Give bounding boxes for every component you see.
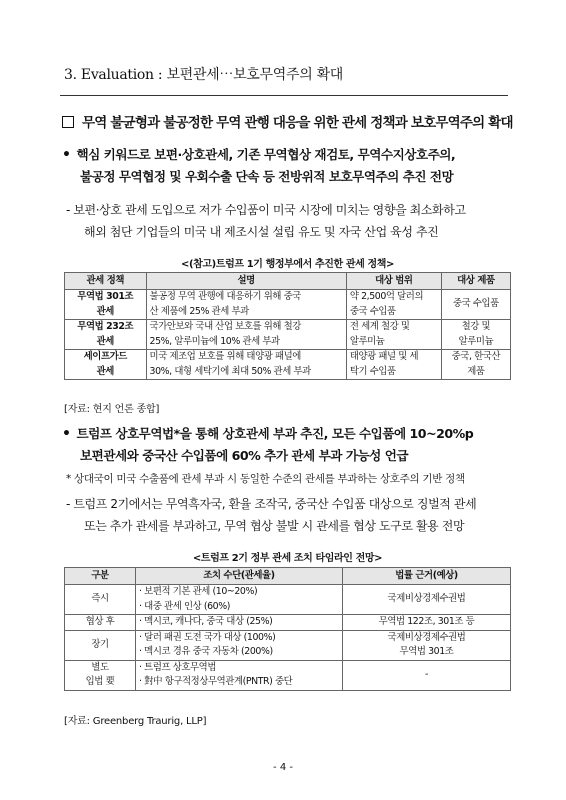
bullet2-line1: 트럼프 상호무역법*을 통해 상호관세 부과 추진, 모든 수입품에 10~20%p bbox=[76, 426, 474, 441]
bullet-point-1 bbox=[62, 144, 455, 188]
bullet1-line2: 불공정 무역협정 및 우회수출 단속 등 전방위적 보호무역주의 추진 전망 bbox=[80, 169, 454, 184]
section-heading bbox=[62, 111, 513, 131]
section-divider bbox=[60, 95, 508, 96]
tariff-timeline-table bbox=[64, 567, 511, 691]
description-cell: 불공정 무역 관행에 대응하기 위해 중국 산 제품에 25% 관세 부과 bbox=[146, 290, 346, 320]
measure-cell: · 멕시코, 캐나다, 중국 대상 (25%) bbox=[136, 615, 343, 631]
sub1-line2: 해외 첨단 기업들의 미국 내 제조시설 설립 유도 및 자국 산업 육성 추진 bbox=[84, 225, 439, 239]
tariff-policy-table bbox=[64, 272, 511, 380]
sub2-line1: - 트럼프 2기에서는 무역흑자국, 환율 조작국, 중국산 수입품 대상으로 징벌적 관세 bbox=[66, 497, 477, 511]
checkbox-square-icon bbox=[62, 116, 74, 128]
bullet-dot-icon: • bbox=[62, 426, 71, 442]
timing-cell: 별도 입법 要 bbox=[65, 660, 136, 690]
measure-cell: · 트럼프 상호무역법 · 對中 항구적정상무역관계(PNTR) 중단 bbox=[136, 660, 343, 690]
table2-source: [자료: Greenberg Traurig, LLP] bbox=[64, 716, 207, 727]
table-row bbox=[65, 630, 511, 660]
table-row bbox=[65, 585, 511, 615]
table1-caption: <(참고)트럼프 1기 행정부에서 추진한 관세 정책> bbox=[181, 259, 394, 270]
description-cell: 미국 제조업 보호를 위해 태양광 패널에 30%, 대형 세탁기에 최대 50% 관세 부과 bbox=[146, 350, 346, 380]
table-header: 구분 bbox=[65, 568, 136, 585]
scope-cell: 태양광 패널 및 세 탁기 수입품 bbox=[346, 350, 441, 380]
sub2-line2: 또는 추가 관세를 부과하고, 무역 협상 불발 시 관세를 협상 도구로 활용 전망 bbox=[84, 519, 465, 533]
policy-cell: 무역법 232조 관세 bbox=[65, 320, 147, 350]
legal-basis-cell: - bbox=[343, 660, 511, 690]
table-row bbox=[65, 350, 511, 380]
description-cell: 국가안보와 국내 산업 보호를 위해 철강 25%, 알루미늄에 10% 관세 부과 bbox=[146, 320, 346, 350]
sub1-line1: - 보편·상호 관세 도입으로 저가 수입품이 미국 시장에 미치는 영향을 최소화하고 bbox=[66, 203, 466, 217]
table-header: 법률 근거(예상) bbox=[343, 568, 511, 585]
timing-cell: 협상 후 bbox=[65, 615, 136, 631]
legal-basis-cell: 국제비상경제수권법 무역법 301조 bbox=[343, 630, 511, 660]
table-header: 조치 수단(관세율) bbox=[136, 568, 343, 585]
table-row bbox=[65, 660, 511, 690]
table-header-row bbox=[65, 568, 511, 585]
sub-point-1 bbox=[66, 199, 466, 243]
table2-caption: <트럼프 2기 정부 관세 조치 타임라인 전망> bbox=[192, 553, 383, 564]
table1-source: [자료: 현지 언론 종합] bbox=[64, 404, 160, 415]
legal-basis-cell: 국제비상경제수권법 bbox=[343, 585, 511, 615]
footnote: * 상대국이 미국 수출품에 관세 부과 시 동일한 수준의 관세를 부과하는 상호주의 기반 정책 bbox=[66, 473, 465, 485]
table-header: 대상 제품 bbox=[441, 273, 510, 290]
section-title: 3. Evaluation : 보편관세⋯보호무역주의 확대 bbox=[64, 67, 344, 83]
timing-cell: 장기 bbox=[65, 630, 136, 660]
bullet2-line2: 보편관세와 중국산 수입품에 60% 추가 관세 부과 가능성 언급 bbox=[80, 448, 409, 463]
bullet-point-2 bbox=[62, 423, 473, 467]
timing-cell: 즉시 bbox=[65, 585, 136, 615]
policy-cell: 세이프가드 관세 bbox=[65, 350, 147, 380]
page-number: - 4 - bbox=[273, 762, 293, 773]
policy-cell: 무역법 301조 관세 bbox=[65, 290, 147, 320]
table-row bbox=[65, 615, 511, 631]
bullet-dot-icon: • bbox=[62, 147, 71, 163]
scope-cell: 전 세계 철강 및 알루미늄 bbox=[346, 320, 441, 350]
heading-text: 무역 불균형과 불공정한 무역 관행 대응을 위한 관세 정책과 보호무역주의 확대 bbox=[82, 115, 513, 131]
table-header: 관세 정책 bbox=[65, 273, 147, 290]
table-header: 대상 범위 bbox=[346, 273, 441, 290]
product-cell: 중국 수입품 bbox=[441, 290, 510, 320]
measure-cell: · 보편적 기본 관세 (10~20%) · 대중 관세 인상 (60%) bbox=[136, 585, 343, 615]
scope-cell: 약 2,500억 달러의 중국 수입품 bbox=[346, 290, 441, 320]
table-row bbox=[65, 320, 511, 350]
table-header: 설명 bbox=[146, 273, 346, 290]
table-header-row bbox=[65, 273, 511, 290]
product-cell: 철강 및 알루미늄 bbox=[441, 320, 510, 350]
product-cell: 중국, 한국산 제품 bbox=[441, 350, 510, 380]
legal-basis-cell: 무역법 122조, 301조 등 bbox=[343, 615, 511, 631]
sub-point-2 bbox=[66, 493, 476, 537]
table-row bbox=[65, 290, 511, 320]
measure-cell: · 달러 패권 도전 국가 대상 (100%) · 멕시코 경유 중국 자동차 (200%) bbox=[136, 630, 343, 660]
bullet1-line1: 핵심 키워드로 보편·상호관세, 기존 무역협상 재검토, 무역수지상호주의, bbox=[76, 147, 456, 162]
